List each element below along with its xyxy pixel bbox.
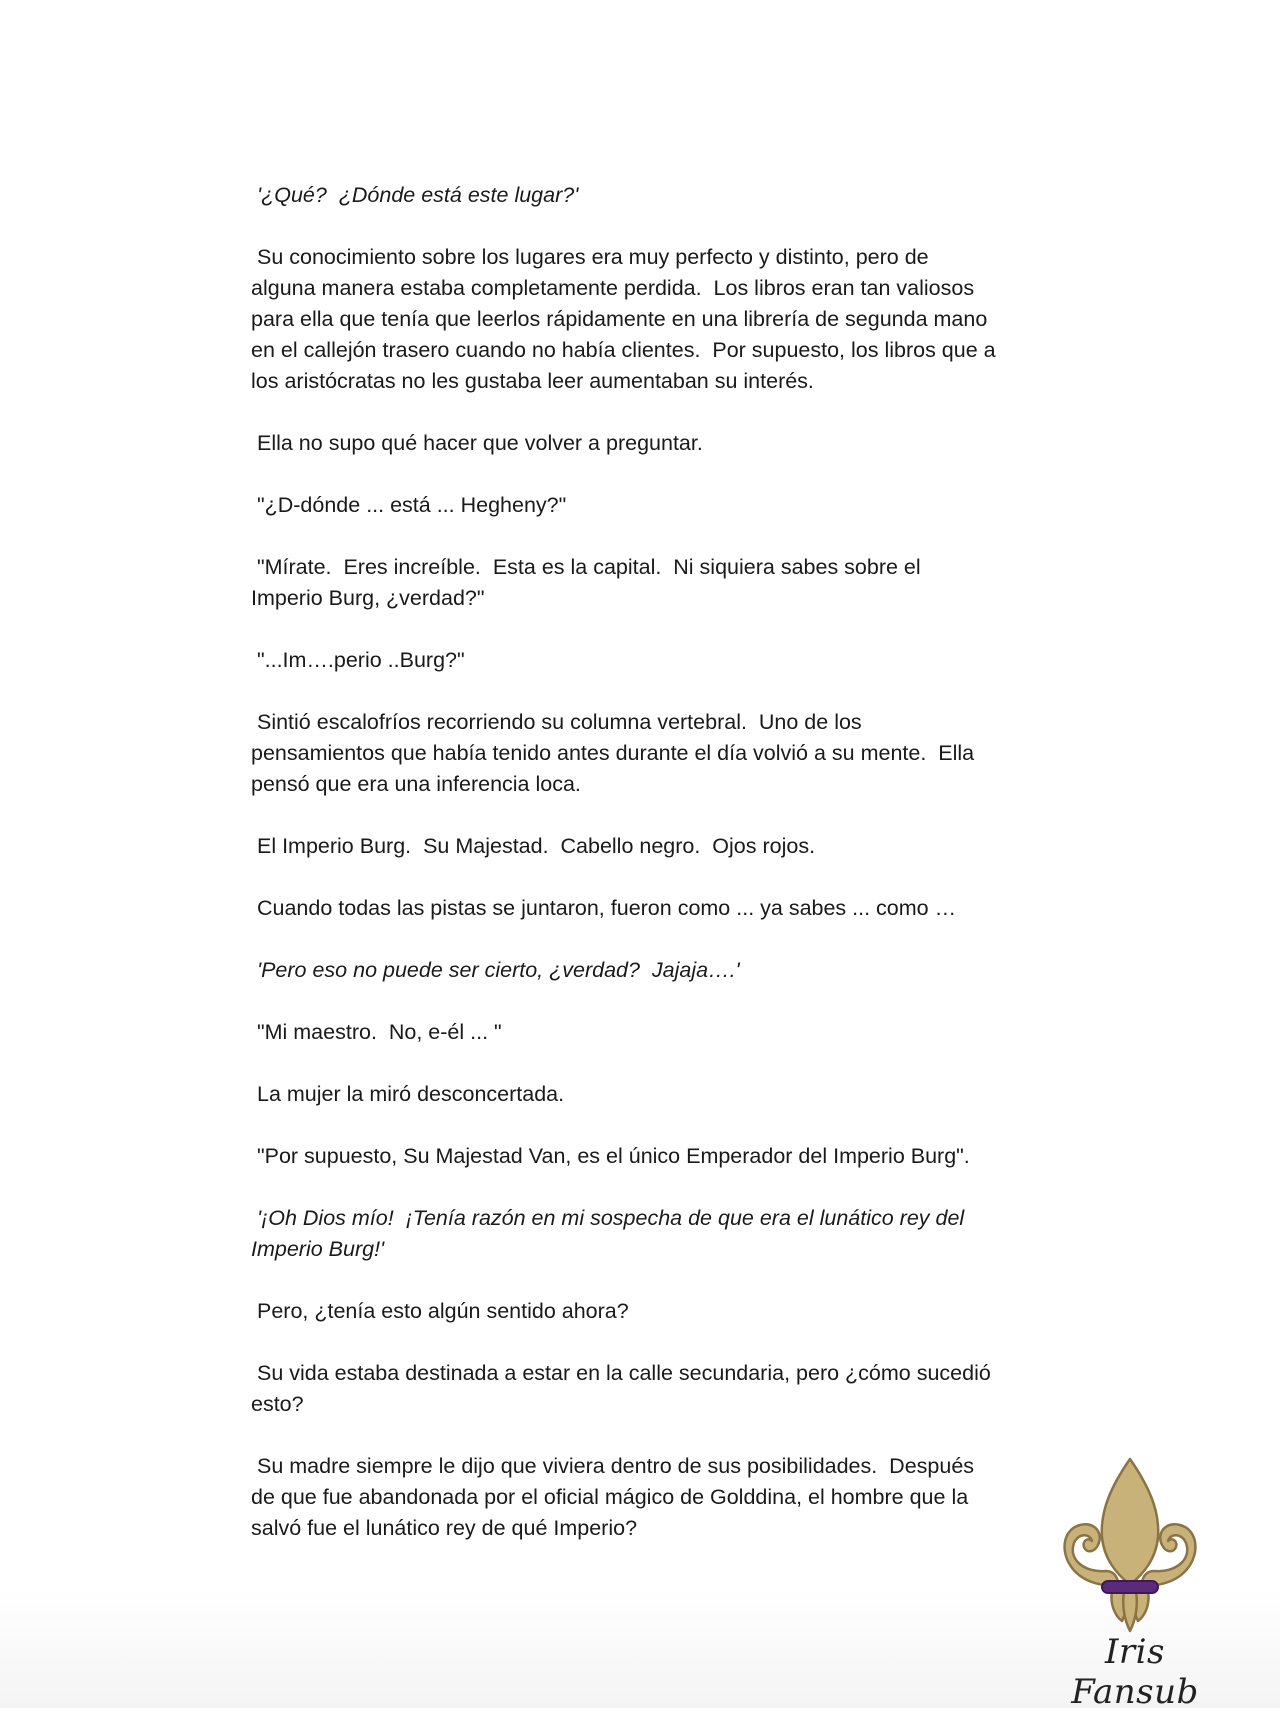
paragraph: La mujer la miró desconcertada. (251, 1082, 565, 1106)
paragraph: 'Pero eso no puede ser cierto, ¿verdad? Jajaja….' (251, 958, 740, 982)
paragraph: Pero, ¿tenía esto algún sentido ahora? (251, 1299, 629, 1323)
paragraph: '¿Qué? ¿Dónde está este lugar?' (251, 183, 579, 207)
paragraph: "Por supuesto, Su Majestad Van, es el único Emperador del Imperio Burg". (251, 1144, 970, 1168)
paragraph: "Mírate. Eres increíble. Esta es la capital. Ni siquiera sabes sobre el Imperio Burg, ¿verdad?" (251, 555, 921, 610)
paragraph: Sintió escalofríos recorriendo su columna vertebral. Uno de los pensamientos que había tenido antes durante el día volvió a su mente. Ella pensó que era una inferencia loca. (251, 710, 975, 796)
paragraph: "Mi maestro. No, e-él ... " (251, 1020, 502, 1044)
paragraph: Su vida estaba destinada a estar en la calle secundaria, pero ¿cómo sucedió esto? (251, 1361, 991, 1416)
paragraph: Su conocimiento sobre los lugares era muy perfecto y distinto, pero de alguna manera estaba completamente perdida. Los libros eran tan valiosos para ella que tenía que leerlos rápidamente en una librería de segunda mano en el callejón trasero cuando no había clientes. Por supuesto, los libros que a los aristócratas no les gustaba leer aumentaban su interés. (251, 245, 996, 393)
paragraph: Ella no supo qué hacer que volver a preguntar. (251, 431, 703, 455)
paragraph: Su madre siempre le dijo que viviera dentro de sus posibilidades. Después de que fue abandonada por el oficial mágico de Golddina, el hombre que la salvó fue el lunático rey de qué Imperio? (251, 1454, 975, 1540)
paragraph: Cuando todas las pistas se juntaron, fueron como ... ya sabes ... como … (251, 896, 957, 920)
paragraph: El Imperio Burg. Su Majestad. Cabello negro. Ojos rojos. (251, 834, 816, 858)
watermark-text: Iris Fansub (1071, 1632, 1199, 1712)
paragraph: "¿D-dónde ... está ... Hegheny?" (251, 493, 567, 517)
paragraph: "...Im….perio ..Burg?" (251, 648, 465, 672)
document-body (251, 180, 1051, 1575)
paragraph: '¡Oh Dios mío! ¡Tenía razón en mi sospecha de que era el lunático rey del Imperio Burg!' (251, 1206, 965, 1261)
